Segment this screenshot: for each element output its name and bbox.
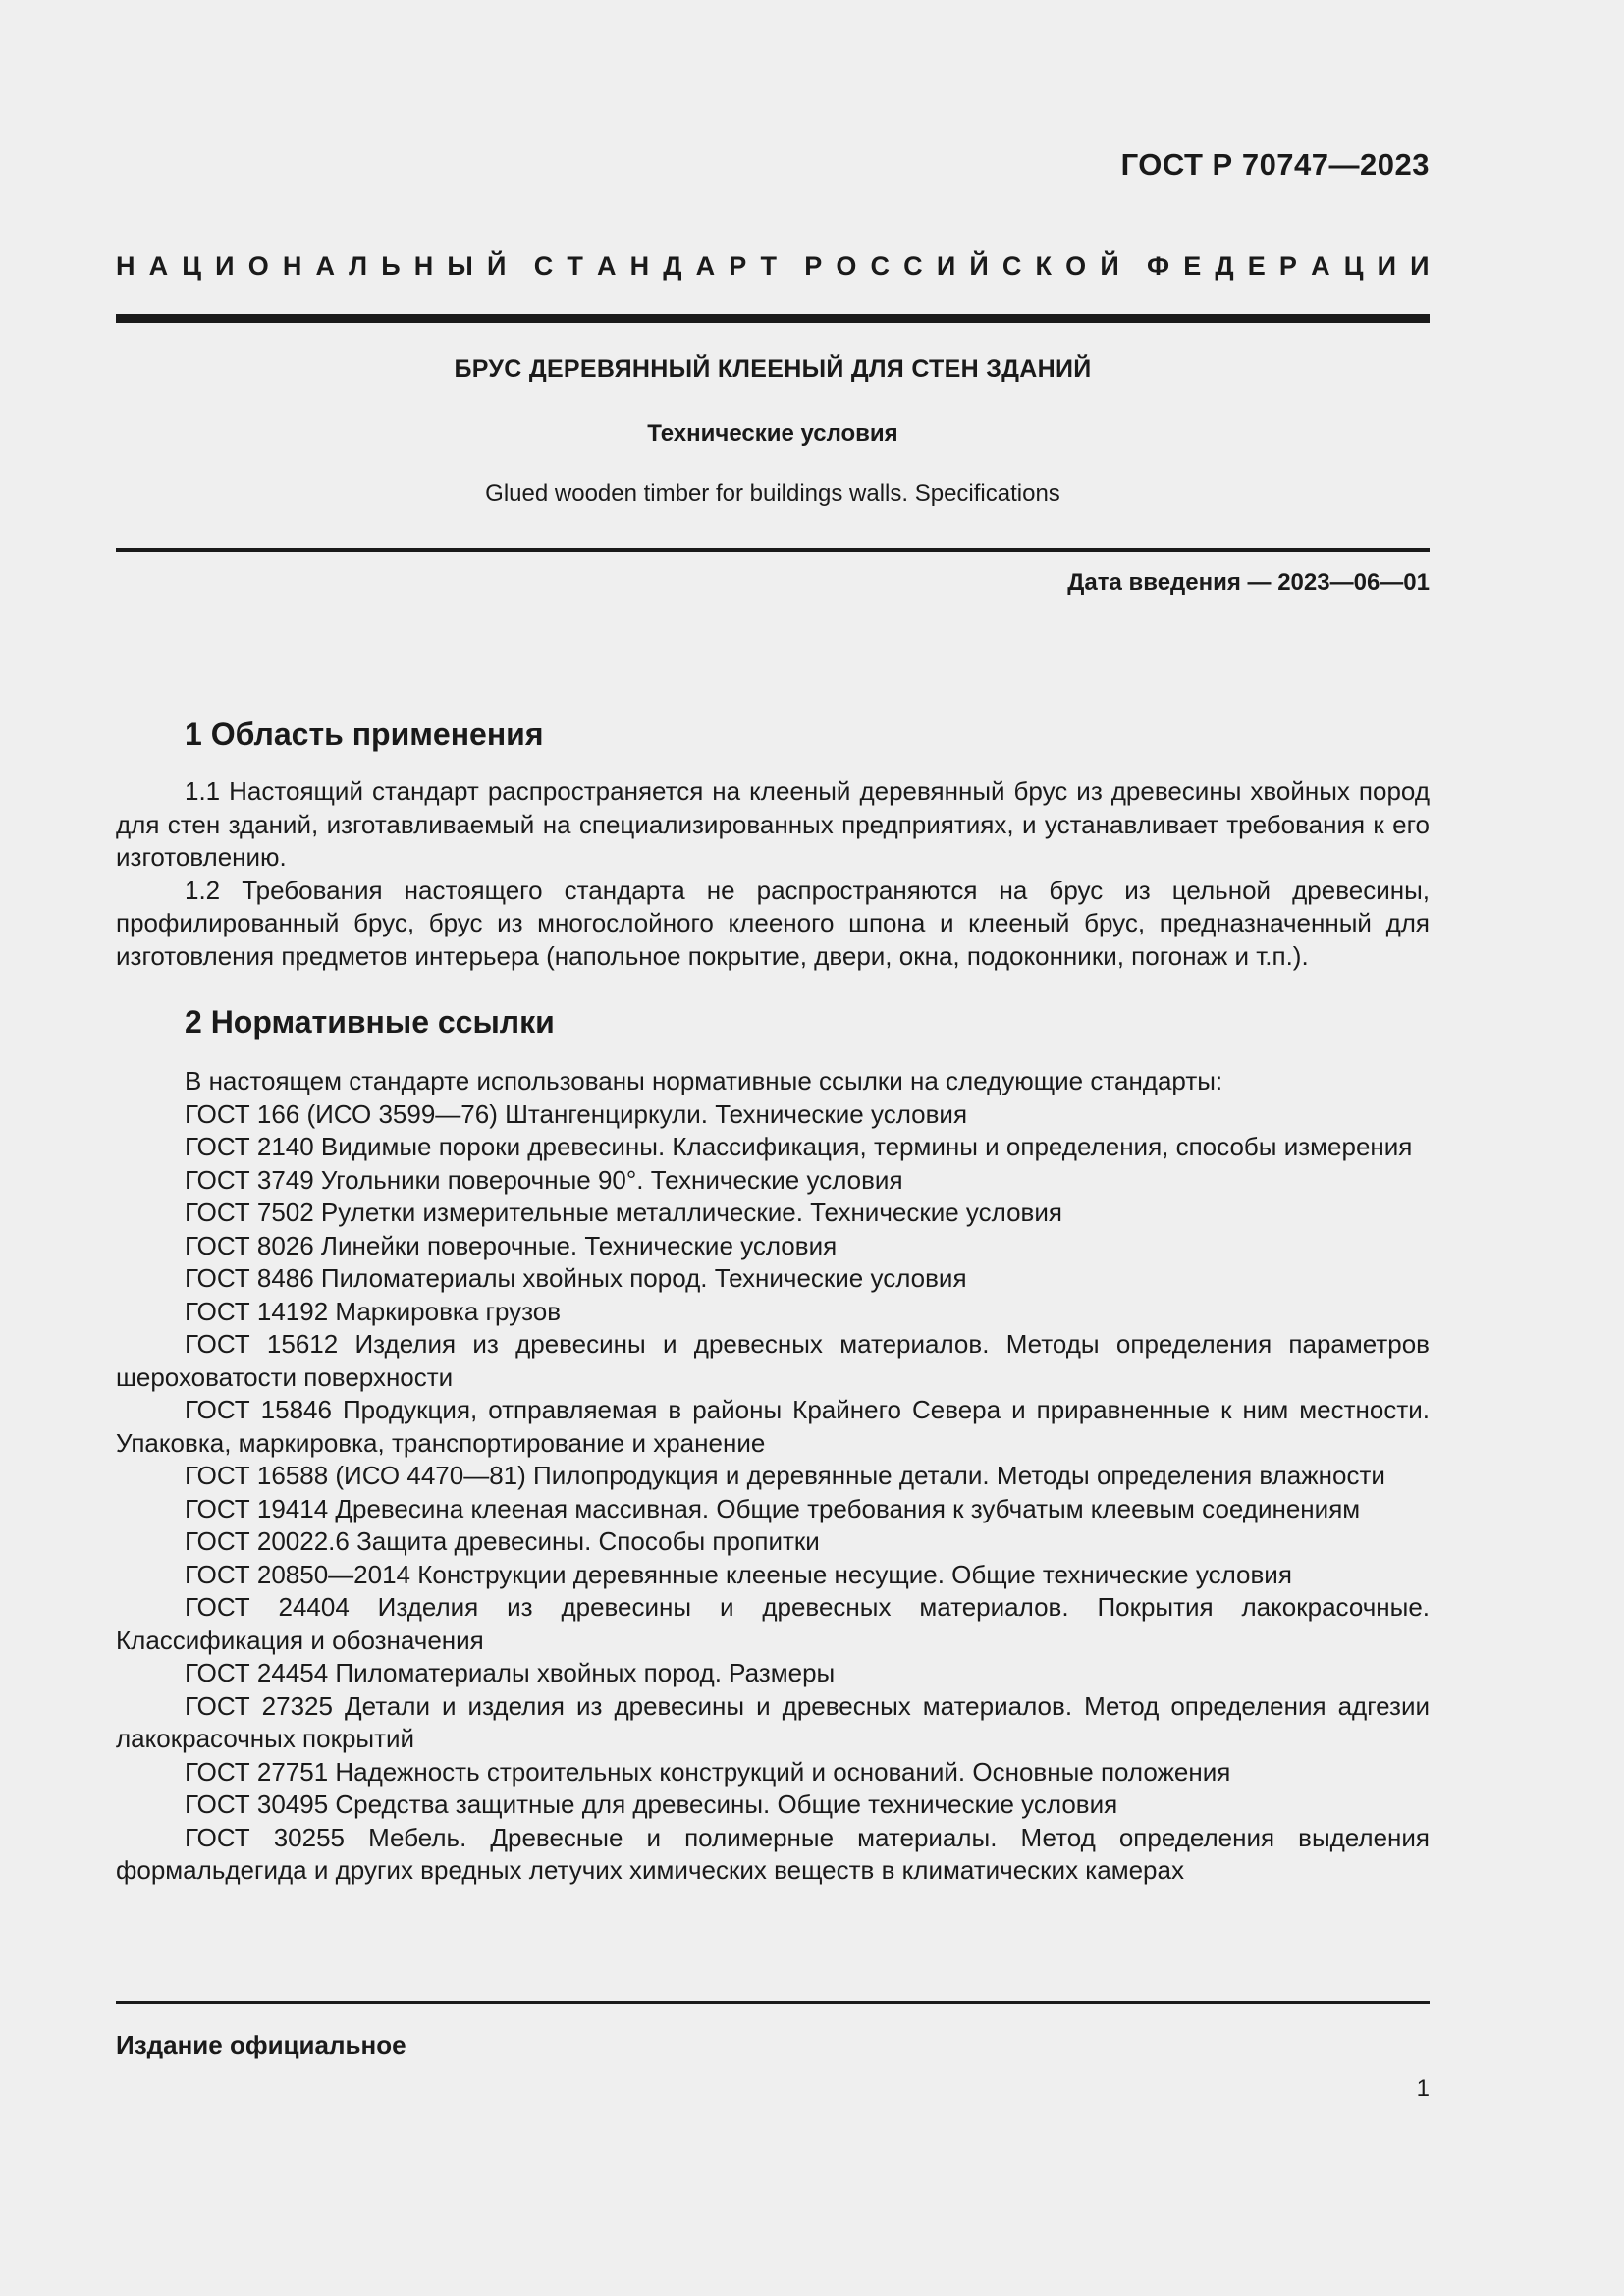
reference-item: ГОСТ 24454 Пиломатериалы хвойных пород. Размеры xyxy=(185,1658,836,1687)
banner-letter: А xyxy=(596,251,617,281)
banner-letter: С xyxy=(903,251,923,281)
header-thick-rule xyxy=(116,314,1430,323)
reference-item: ГОСТ 16588 (ИСО 4470—81) Пилопродукция и деревянные детали. Методы определения влажности xyxy=(185,1461,1385,1490)
banner-letter: С xyxy=(1001,251,1022,281)
reference-item: ГОСТ 27751 Надежность строительных конструкций и оснований. Основные положения xyxy=(185,1756,1231,1787)
reference-item: ГОСТ 19414 Древесина клееная массивная. Общие требования к зубчатым клеевым соединениям xyxy=(185,1493,1361,1523)
document-subtitle: Технические условия xyxy=(647,420,898,447)
document-body xyxy=(116,713,1430,1888)
banner-letter: Н xyxy=(282,251,302,281)
reference-item: ГОСТ 30255 Мебель. Древесные и полимерные материалы. Метод определения выделения формальдегида и других вредных летучих химических веществ в климатических камерах xyxy=(116,1822,1430,1885)
banner-letter: Е xyxy=(1183,251,1202,281)
banner-letter: Й xyxy=(487,251,507,281)
title-bottom-rule xyxy=(116,548,1430,552)
banner-letter: Р xyxy=(1278,251,1297,281)
section-heading: 2 Нормативные ссылки xyxy=(185,1004,555,1040)
banner-letter: Н xyxy=(413,251,434,281)
reference-item: ГОСТ 20022.6 Защита древесины. Способы пропитки xyxy=(185,1526,820,1556)
banner-letter: Л xyxy=(349,251,368,281)
reference-item: ГОСТ 15612 Изделия из древесины и древесных материалов. Методы определения параметров шероховатости поверхности xyxy=(116,1329,1430,1392)
banner-letter: Й xyxy=(1100,251,1119,281)
official-edition-label: Издание официальное xyxy=(116,2030,406,2059)
banner-letter: Ь xyxy=(381,251,401,281)
banner-letter: О xyxy=(836,251,857,281)
banner-letter: С xyxy=(533,251,554,281)
reference-item: ГОСТ 7502 Рулетки измерительные металлические. Технические условия xyxy=(185,1198,1062,1227)
banner-letter: И xyxy=(936,251,956,281)
reference-item: ГОСТ 27325 Детали и изделия из древесины и древесных материалов. Метод определения адгезии лакокрасочных покрытий xyxy=(116,1690,1430,1753)
banner-letter: Ц xyxy=(1343,251,1364,281)
banner-letter: Ф xyxy=(1147,251,1170,281)
banner-letter: С xyxy=(870,251,891,281)
reference-item: ГОСТ 3749 Угольники поверочные 90°. Технические условия xyxy=(185,1164,903,1195)
paragraph: В настоящем стандарте использованы нормативные ссылки на следующие стандарты: xyxy=(185,1066,1223,1095)
banner-letter: Т xyxy=(760,251,777,281)
banner-letter: А xyxy=(148,251,169,281)
banner-letter: Д xyxy=(663,251,682,281)
banner-letter: К xyxy=(1035,251,1053,281)
introduction-date: Дата введения — 2023—06—01 xyxy=(1067,569,1430,596)
banner-letter: А xyxy=(315,251,335,281)
banner-letter: Ы xyxy=(447,251,473,281)
banner-letter: И xyxy=(1377,251,1396,281)
reference-item: ГОСТ 20850—2014 Конструкции деревянные клееные несущие. Общие технические условия xyxy=(185,1559,1292,1589)
banner-letter: И xyxy=(1410,251,1430,281)
banner-letter: Й xyxy=(969,251,989,281)
reference-item: ГОСТ 14192 Маркировка грузов xyxy=(185,1296,562,1326)
document-code: ГОСТ Р 70747—2023 xyxy=(1120,147,1430,182)
banner-letter: Р xyxy=(804,251,823,281)
document-title: БРУС ДЕРЕВЯННЫЙ КЛЕЕНЫЙ ДЛЯ СТЕН ЗДАНИЙ xyxy=(454,355,1092,383)
reference-item: ГОСТ 15846 Продукция, отправляемая в районы Крайнего Севера и приравненные к ним местности. Упаковка, маркировка, транспортирование и хранение xyxy=(116,1395,1430,1458)
banner-letter: Е xyxy=(1247,251,1266,281)
banner-letter: Н xyxy=(629,251,650,281)
banner-letter: Р xyxy=(729,251,747,281)
document-page xyxy=(116,0,1430,2296)
english-title: Glued wooden timber for buildings walls. Specifications xyxy=(485,480,1060,507)
national-standard-banner xyxy=(116,251,1430,282)
footer-rule xyxy=(116,2001,1430,2004)
banner-letter: Т xyxy=(567,251,583,281)
reference-item: ГОСТ 8486 Пиломатериалы хвойных пород. Технические условия xyxy=(185,1263,967,1293)
banner-letter: Ц xyxy=(182,251,202,281)
banner-letter: О xyxy=(247,251,269,281)
reference-item: ГОСТ 24404 Изделия из древесины и древесных материалов. Покрытия лакокрасочные. Классификация и обозначения xyxy=(116,1592,1430,1655)
banner-letter: Д xyxy=(1215,251,1234,281)
banner-letter: И xyxy=(215,251,235,281)
page-number: 1 xyxy=(1416,2075,1430,2102)
reference-item: ГОСТ 30495 Средства защитные для древесины. Общие технические условия xyxy=(185,1789,1118,1819)
paragraph: 1.1 Настоящий стандарт распространяется на клееный деревянный брус из древесины хвойных пород для стен зданий, изготавливаемый на специализированных предприятиях, и устанавливает требования к его изготовлению. xyxy=(116,776,1430,872)
paragraph: 1.2 Требования настоящего стандарта не распространяются на брус из цельной древесины, профилированный брус, брус из многослойного клееного шпона и клееный брус, предназначенный для изготовления предметов интерьера (напольное покрытие, двери, окна, подоконники, погонаж и т.п.). xyxy=(116,875,1430,971)
banner-letter: А xyxy=(695,251,716,281)
banner-letter: Н xyxy=(116,251,135,281)
banner-letter: О xyxy=(1065,251,1087,281)
reference-item: ГОСТ 166 (ИСО 3599—76) Штангенциркули. Технические условия xyxy=(185,1098,968,1129)
section-heading: 1 Область применения xyxy=(185,717,544,752)
banner-letter: А xyxy=(1311,251,1330,281)
reference-item: ГОСТ 2140 Видимые пороки древесины. Классификация, термины и определения, способы измерения xyxy=(185,1132,1413,1161)
reference-item: ГОСТ 8026 Линейки поверочные. Технические условия xyxy=(185,1230,838,1260)
